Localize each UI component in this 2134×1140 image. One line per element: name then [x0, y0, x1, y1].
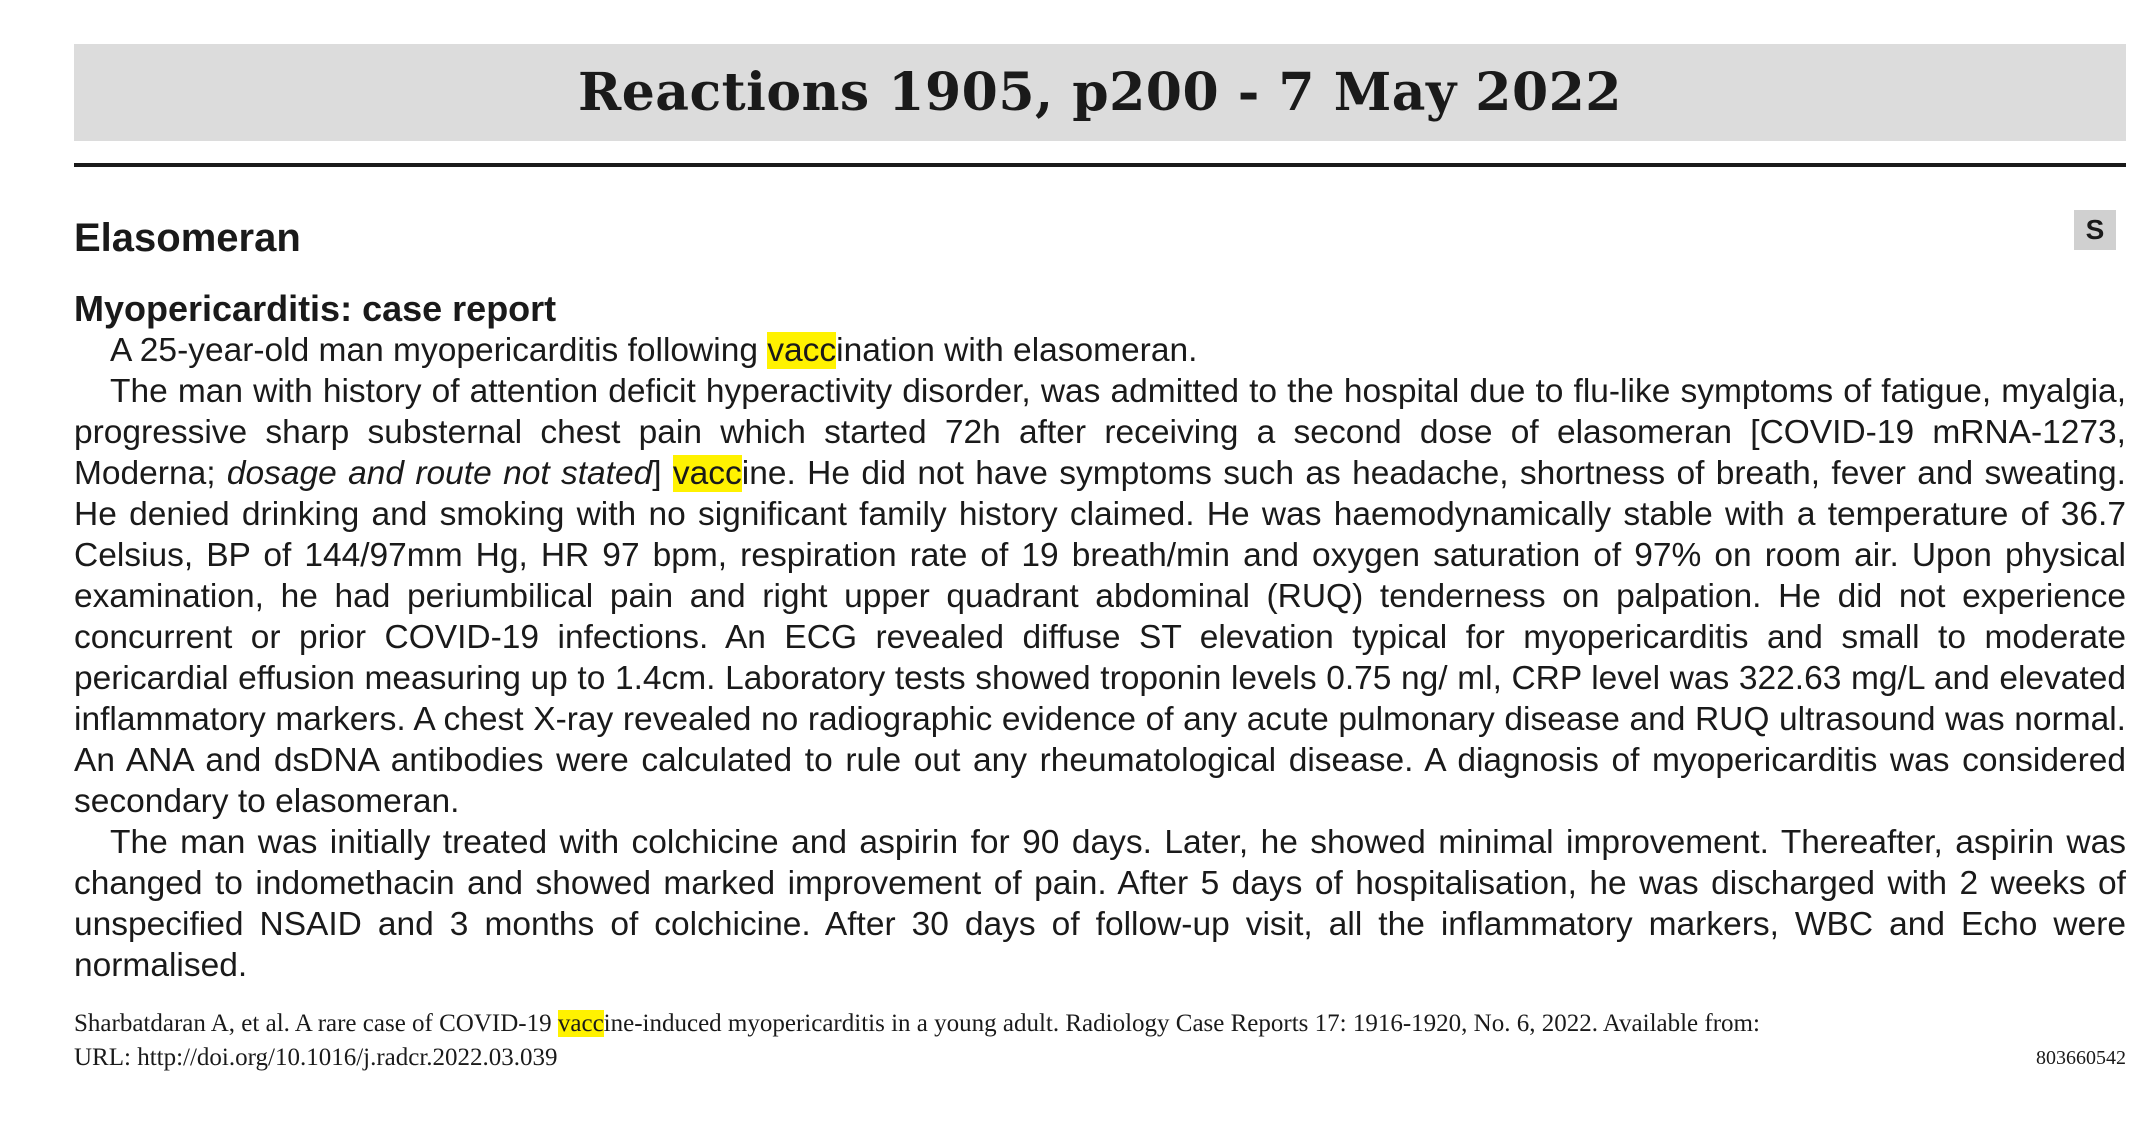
reference-line-1: Sharbatdaran A, et al. A rare case of COVID-19 vaccine-induced myopericarditis in a young adult. Radiology Case Reports 17: 1916-1920, No. 6, 2022. Available from:: [74, 1010, 1760, 1037]
article-body: [74, 330, 2126, 986]
reference-url[interactable]: URL: http://doi.org/10.1016/j.radcr.2022.03.039: [74, 1044, 558, 1071]
search-highlight: vacc: [672, 455, 742, 492]
page-title: Reactions 1905, p200 - 7 May 2022: [577, 62, 1622, 123]
italic-dosage-note: dosage and route not stated: [226, 455, 653, 492]
paragraph-intro: A 25-year-old man myopericarditis following vaccination with elasomeran.: [110, 332, 1198, 369]
paragraph-case-details: The man with history of attention deficit hyperactivity disorder, was admitted to the hospital due to flu-like symptoms of fatigue, myalgia, progressive sharp substernal chest pain which started 72h after receiving a second dose of elasomeran [COVID-19 mRNA-1273, Moderna; dosage and route not stated] vaccine. He did not have symptoms such as headache, shortness of breath, fever and sweating. He denied drinking and smoking with no significant family history claimed. He was haemodynamically stable with a temperature of 36.7 Celsius, BP of 144/97mm Hg, HR 97 bpm, respiration rate of 19 breath/min and oxygen saturation of 97% on room air. Upon physical examination, he had periumbilical pain and right upper quadrant abdominal (RUQ) tenderness on palpation. He did not experience concurrent or prior COVID-19 infections. An ECG revealed diffuse ST elevation typical for myopericarditis and small to moderate pericardial effusion measuring up to 1.4cm. Laboratory tests showed troponin levels 0.75 ng/ ml, CRP level was 322.63 mg/L and elevated inflammatory markers. A chest X-ray revealed no radiographic evidence of any acute pulmonary disease and RUQ ultrasound was normal. An ANA and dsDNA antibodies were calculated to rule out any rheumatological disease. A diagnosis of myopericarditis was considered secondary to elasomeran.: [74, 373, 2126, 820]
seriousness-badge: S: [2074, 210, 2116, 250]
reaction-heading: Myopericarditis: case report: [74, 288, 557, 329]
reference-citation: [74, 1007, 2126, 1075]
title-band: [74, 44, 2126, 141]
search-highlight: vacc: [767, 332, 837, 369]
document-id: 803660542: [2036, 1047, 2126, 1069]
reference-line-2: [74, 1041, 2126, 1075]
drug-name-heading: Elasomeran: [74, 216, 301, 260]
search-highlight: vacc: [557, 1010, 604, 1037]
header-divider: [74, 163, 2126, 167]
paragraph-treatment: The man was initially treated with colchicine and aspirin for 90 days. Later, he showed minimal improvement. Thereafter, aspirin was changed to indomethacin and showed marked improvement of pain. After 5 days of hospitalisation, he was discharged with 2 weeks of unspecified NSAID and 3 months of colchicine. After 30 days of follow-up visit, all the inflammatory markers, WBC and Echo were normalised.: [74, 824, 2126, 984]
